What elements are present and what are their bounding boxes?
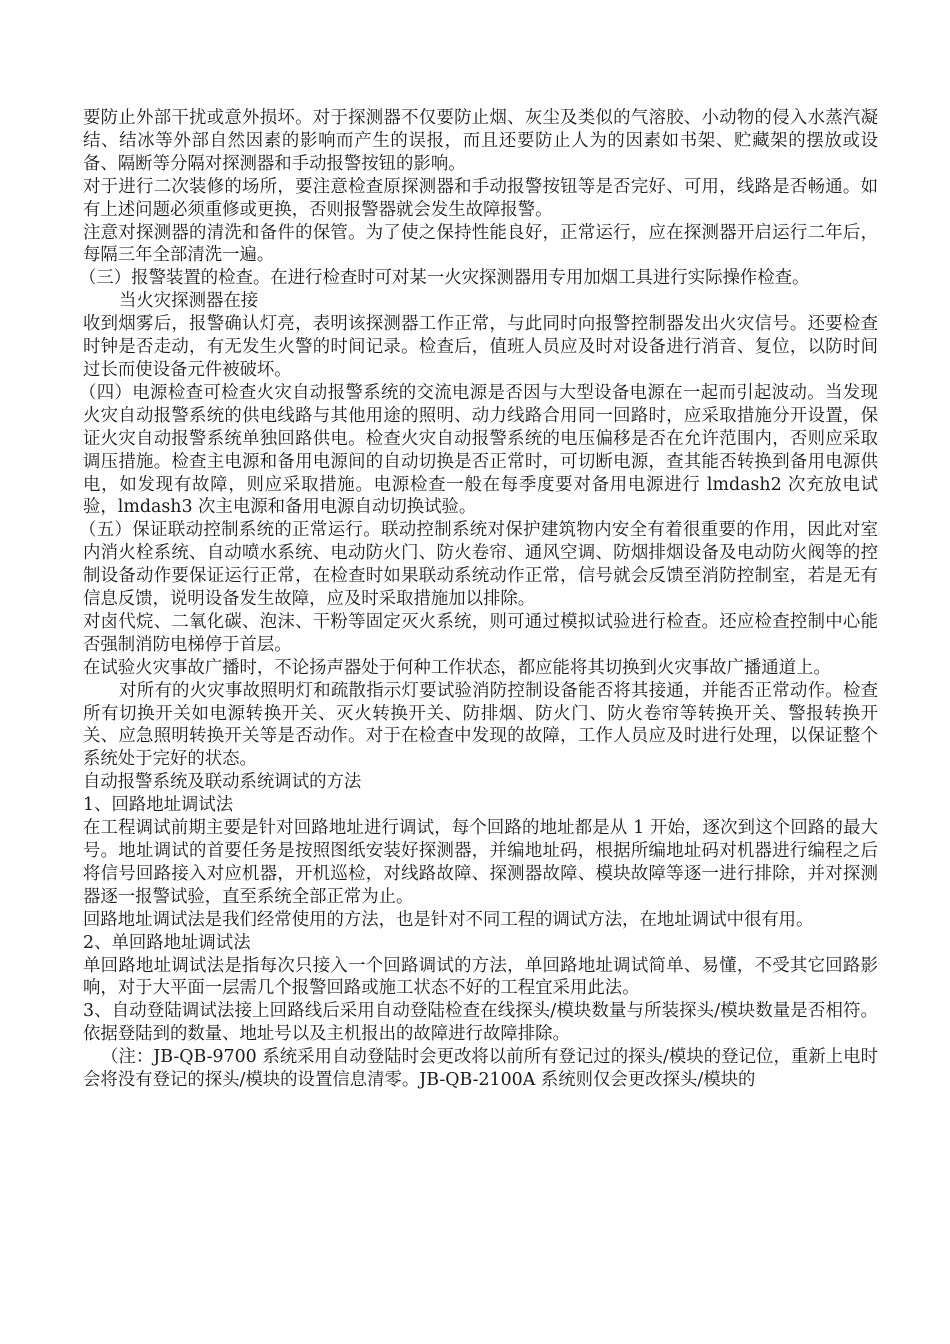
paragraph-alarm-device-check: （三）报警装置的检查。在进行检查时可对某一火灾探测器用专用加烟工具进行实际操作检查。 — [79, 268, 810, 289]
document-page — [79, 107, 878, 1092]
paragraph-cleaning: 注意对探测器的清洗和备件的保管。为了使之保持性能良好，正常运行，应在探测器开启运行二年后，每隔三年全部清洗一遍。 — [83, 222, 878, 266]
paragraph-emergency-broadcast: 在试验火灾事故广播时，不论扬声器处于何种工作状态，都应能将其切换到火灾事故广播通道上。 — [83, 657, 831, 678]
paragraph-smoke-received: 收到烟雾后，报警确认灯亮，表明该探测器工作正常，与此同时向报警控制器发出火灾信号。还要检查时钟是否走动，有无发生火警的时间记录。检查后，值班人员应及时对设备进行消音、复位，以防时间过长而使设备元件被破坏。 — [83, 314, 878, 380]
paragraph-auto-login: 3、自动登陆调试法接上回路线后采用自动登陆检查在线探头/模块数量与所装探头/模块数量是否相符。依据登陆到的数量、地址号以及主机报出的故障进行故障排除。 — [83, 1001, 878, 1045]
subheading-loop-address: 1、回路地址调试法 — [83, 795, 234, 816]
paragraph-single-loop-detail: 单回路地址调试法是指每次只接入一个回路调试的方法，单回路地址调试简单、易懂，不受其它回路影响，对于大平面一层需几个报警回路或施工状态不好的工程宜采用此法。 — [83, 955, 878, 999]
paragraph-linkage-control: （五）保证联动控制系统的正常运行。联动控制系统对保护建筑物内安全有着很重要的作用，因此对室内消火栓系统、自动喷水系统、电动防火门、防火卷帘、通风空调、防烟排烟设备及电动防火阀等的控制设备动作要保证运行正常，在检查时如果联动系统动作正常，信号就会反馈至消防控制室，若是无有信息反馈，说明设备发生故障，应及时采取措施加以排除。 — [79, 520, 878, 610]
paragraph-renovation-check: 对于进行二次装修的场所，要注意检查原探测器和手动报警按钮等是否完好、可用，线路是否畅通。如有上述问题必须重修或更换，否则报警器就会发生故障报警。 — [83, 176, 878, 220]
paragraph-loop-address-detail: 在工程调试前期主要是针对回路地址进行调试，每个回路的地址都是从 1 开始，逐次到这个回路的最大号。地址调试的首要任务是按照图纸安装好探测器，并编地址码，根据所编地址码对机器进行编程之后将信号回路接入对应机器，开机巡检，对线路故障、探测器故障、模块故障等逐一进行排除，并对探测器逐一报警试验，直至系统全部正常为止。 — [83, 818, 878, 907]
paragraph-emergency-lighting: 对所有的火灾事故照明灯和疏散指示灯要试验消防控制设备能否将其接通，并能否正常动作。检查所有切换开关如电源转换开关、灭火转换开关、防排烟、防火门、防火卷帘等转换开关、警报转换开关、应急照明转换开关等是否动作。对于在检查中发现的故障，工作人员应及时进行处理，以保证整个系统处于完好的状态。 — [83, 680, 878, 770]
paragraph-loop-address-usage: 回路地址调试法是我们经常使用的方法，也是针对不同工程的调试方法，在地址调试中很有用。 — [83, 909, 814, 930]
subheading-single-loop: 2、单回路地址调试法 — [83, 932, 251, 953]
paragraph-fixed-extinguishing: 对卤代烷、二氧化碳、泡沫、干粉等固定灭火系统，则可通过模拟试验进行检查。还应检查控制中心能否强制消防电梯停于首层。 — [83, 611, 878, 655]
paragraph-interference: 要防止外部干扰或意外损坏。对于探测器不仅要防止烟、灰尘及类似的气溶胶、小动物的侵入水蒸汽凝结、结冰等外部自然因素的影响而产生的误报，而且还要防止人为的因素如书架、贮藏架的摆放或设备、隔断等分隔对探测器和手动报警按钮的影响。 — [83, 108, 878, 174]
paragraph-note: （注：JB-QB-9700 系统采用自动登陆时会更改将以前所有登记过的探头/模块的登记位，重新上电时会将没有登记的探头/模块的设置信息清零。JB-QB-2100A 系统则仅会更改探头/模块的 — [83, 1047, 878, 1091]
paragraph-detector-receive-start: 当火灾探测器在接 — [119, 291, 259, 312]
section-heading-debug-methods: 自动报警系统及联动系统调试的方法 — [83, 772, 362, 793]
paragraph-power-check: （四）电源检查可检查火灾自动报警系统的交流电源是否因与大型设备电源在一起而引起波动。当发现火灾自动报警系统的供电线路与其他用途的照明、动力线路合用同一回路时，应采取措施分开设置，保证火灾自动报警系统单独回路供电。检查火灾自动报警系统的电压偏移是否在允许范围内，否则应采取调压措施。检查主电源和备用电源间的自动切换是否正常时，可切断电源，查其能否转换到备用电源供电，如发现有故障，则应采取措施。电源检查一般在每季度要对备用电源进行 lmdash2 次充放电试验，lmdash3 次主电源和备用电源自动切换试验。 — [79, 382, 878, 518]
